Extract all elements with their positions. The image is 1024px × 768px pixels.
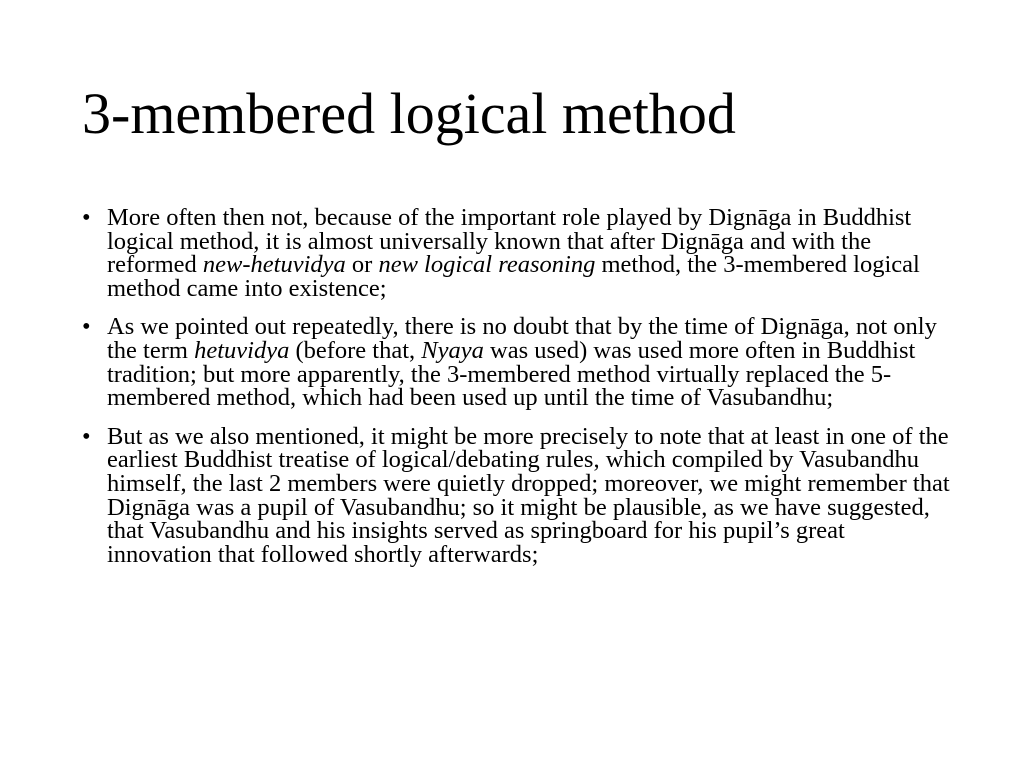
italic-term: Nyaya	[421, 336, 484, 364]
italic-term: hetuvidya	[194, 336, 290, 364]
text-run: or	[345, 251, 379, 279]
bullet-marker: •	[82, 204, 91, 231]
bullet-text	[107, 204, 920, 302]
bullet-list	[82, 206, 952, 581]
text-run: As we pointed out repeatedly, there is no doubt that by the time of Dignāga, not only the term	[107, 313, 937, 364]
italic-term: new-hetuvidya	[202, 251, 346, 279]
text-run: (before that,	[289, 336, 422, 364]
bullet-marker: •	[82, 313, 91, 341]
text-run: method, the 3-membered logical method came into existence;	[107, 251, 920, 302]
text-run: was used) was used more often in Buddhist tradition; but more apparently, the 3-membered method virtually replaced the 5-membered method, which had been used up until the time of Vasubandhu;	[107, 336, 916, 412]
bullet-marker: •	[82, 422, 91, 450]
bullet-text	[107, 423, 950, 568]
bullet-item	[82, 313, 952, 412]
bullet-text	[107, 313, 937, 411]
bullet-item	[82, 206, 952, 300]
slide-title: 3-membered logical method	[82, 81, 736, 146]
bullet-item	[82, 422, 952, 568]
text-run: More often then not, because of the important role played by Dignāga in Buddhist logical method, it is almost universally known that after Dignāga and with the reformed	[107, 204, 912, 279]
italic-term: new logical reasoning	[378, 251, 596, 279]
text-run: But as we also mentioned, it might be more precisely to note that at least in one of the earliest Buddhist treatise of logical/debating rules, which compiled by Vasubandhu himself, the last 2 members were quietly dropped; moreover, we might remember that Dignāga was a pupil of Vasubandhu; so it might be plausible, as we have suggested, that Vasubandhu and his insights served as springboard for his pupil’s great innovation that followed shortly afterwards;	[107, 422, 950, 568]
